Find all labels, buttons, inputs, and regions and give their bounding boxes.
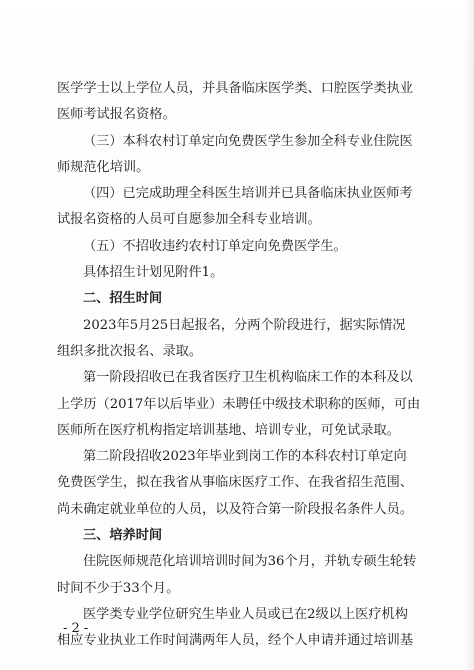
text-line: 2023年5月25日起报名，分两个阶段进行，据实际情况 <box>83 317 406 333</box>
page-right-edge <box>464 0 474 670</box>
text-line: 组织多批次报名、录取。 <box>57 343 203 359</box>
text-line: 医学学士以上学位人员，并具备临床医学类、口腔医学类执业 <box>57 81 414 96</box>
text-line: 上学历（2017年以后毕业）未聘任中级技术职称的医师，可由 <box>57 396 421 412</box>
section-heading: 二、招生时间 <box>83 291 163 307</box>
section-heading: 三、培养时间 <box>83 528 163 544</box>
text-line: 师规范化培训。 <box>57 159 150 175</box>
text-line: （三）本科农村订单定向免费医学生参加全科专业住院医 <box>83 133 413 149</box>
text-line: 具体招生计划见附件1。 <box>83 265 224 281</box>
text-line: 试报名资格的人员可自愿参加全科专业培训。 <box>57 212 321 228</box>
page-number: - 2 - <box>63 621 89 636</box>
text-line: 时间不少于33个月。 <box>57 580 180 596</box>
text-line: 尚未确定就业单位的人员，以及符合第一阶段报名条件人员。 <box>57 501 414 517</box>
text-line: 免费医学生，拟在我省从事临床医疗工作、在我省招生范围、 <box>57 475 414 491</box>
page-top-shade <box>0 0 474 70</box>
text-line: 相应专业执业工作时间满两年人员，经个人申请并通过培训基 <box>57 633 414 649</box>
document-body <box>57 76 427 655</box>
text-line: （五）不招收违约农村订单定向免费医学生。 <box>83 238 347 254</box>
text-line: 第一阶段招收已在我省医疗卫生机构临床工作的本科及以 <box>83 370 413 386</box>
text-line: （四）已完成助理全科医生培训并已具备临床执业医师考 <box>83 186 413 202</box>
text-line: 医师所在医疗机构指定培训基地、培训专业，可免试录取。 <box>57 422 400 438</box>
text-line: 医师考试报名资格。 <box>57 107 176 123</box>
text-line: 住院医师规范化培训培训时间为36个月，并轨专硕生轮转 <box>83 554 417 570</box>
text-line: 第二阶段招收2023年毕业到岗工作的本科农村订单定向 <box>83 449 407 465</box>
text-line: 医学类专业学位研究生毕业人员或已在2级以上医疗机构 <box>83 606 408 622</box>
